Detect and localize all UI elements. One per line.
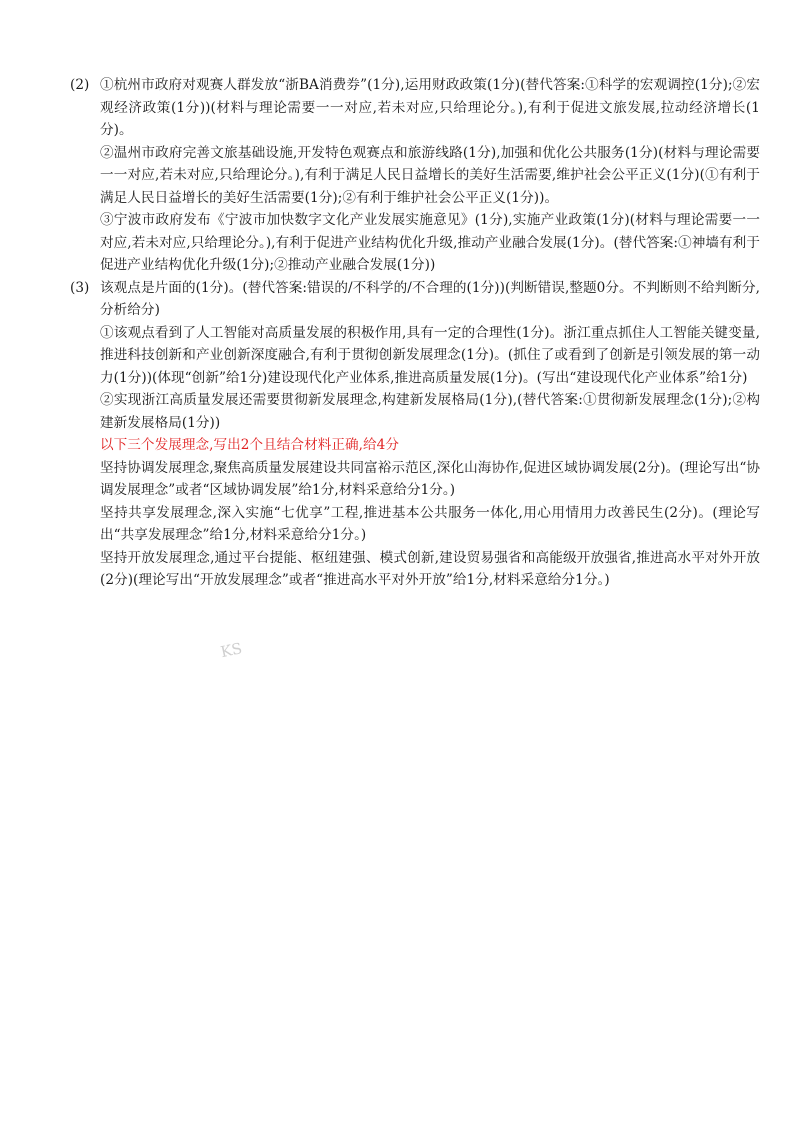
question-3-number: (3) [70, 279, 90, 296]
question-2-block [70, 74, 760, 277]
question-3-block [70, 277, 760, 592]
question-2-point-3: ③宁波市政府发布《宁波市加快数字文化产业发展实施意见》(1分),实施产业政策(1分)(材料与理论需要一一对应,若未对应,只给理论分。),有利于促进产业结构优化升级,推动产业融合发展(1分)。(替代答案:①神墙有利于促进产业结构优化升级(1分);②推动产业融合发展(1分)) [100, 212, 760, 273]
question-3-scoring-note: 以下三个发展理念,写出2个且结合材料正确,给4分 [100, 437, 400, 453]
question-3-point-2: ②实现浙江高质量发展还需要贯彻新发展理念,构建新发展格局(1分),(替代答案:①贯彻新发展理念(1分);②构建新发展格局(1分)) [100, 392, 760, 431]
question-2-point-2: ②温州市政府完善文旅基础设施,开发特色观赛点和旅游线路(1分),加强和优化公共服务(1分)(材料与理论需要一一对应,若未对应,只给理论分。),有利于满足人民日益增长的美好生活需要,维护社会公平正义(1分)(①有利于满足人民日益增长的美好生活需要(1分);②有利于维护社会公平正义(1分))。 [100, 144, 760, 206]
faint-watermark: KS [218, 639, 244, 662]
question-2-point-1: ①杭州市政府对观赛人群发放“浙BA消费券”(1分),运用财政政策(1分)(替代答案:①科学的宏观调控(1分);②宏观经济政策(1分))(材料与理论需要一一对应,若未对应,只给理论分。),有利于促进文旅发展,拉动经济增长(1分)。 [100, 77, 760, 138]
question-3-point-1: ①该观点看到了人工智能对高质量发展的积极作用,具有一定的合理性(1分)。浙江重点抓住人工智能关键变量,推进科技创新和产业创新深度融合,有利于贯彻创新发展理念(1分)。(抓住了或看到了创新是引领发展的第一动力(1分))(体现“创新”给1分)建设现代化产业体系,推进高质量发展(1分)。(写出“建设现代化产业体系”给1分) [100, 324, 760, 386]
question-3-coordinated-development: 坚持协调发展理念,聚焦高质量发展建设共同富裕示范区,深化山海协作,促进区域协调发展(2分)。(理论写出“协调发展理念”或者“区域协调发展”给1分,材料采意给分1分。) [100, 459, 760, 498]
question-3-shared-development: 坚持共享发展理念,深入实施“七优享”工程,推进基本公共服务一体化,用心用情用力改善民生(2分)。(理论写出“共享发展理念”给1分,材料采意给分1分。) [100, 504, 760, 543]
question-2-number: (2) [70, 77, 90, 93]
question-3-open-development: 坚持开放发展理念,通过平台提能、枢纽建强、模式创新,建设贸易强省和高能级开放强省,推进高水平对外开放(2分)(理论写出“开放发展理念”或者“推进高水平对外开放”给1分,材料采意给分1分。) [100, 549, 760, 588]
question-3-judgement: 该观点是片面的(1分)。(替代答案:错误的/不科学的/不合理的(1分))(判断错误,整题0分。不判断则不给判断分,分析给分) [100, 279, 760, 318]
answer-content [70, 74, 760, 592]
